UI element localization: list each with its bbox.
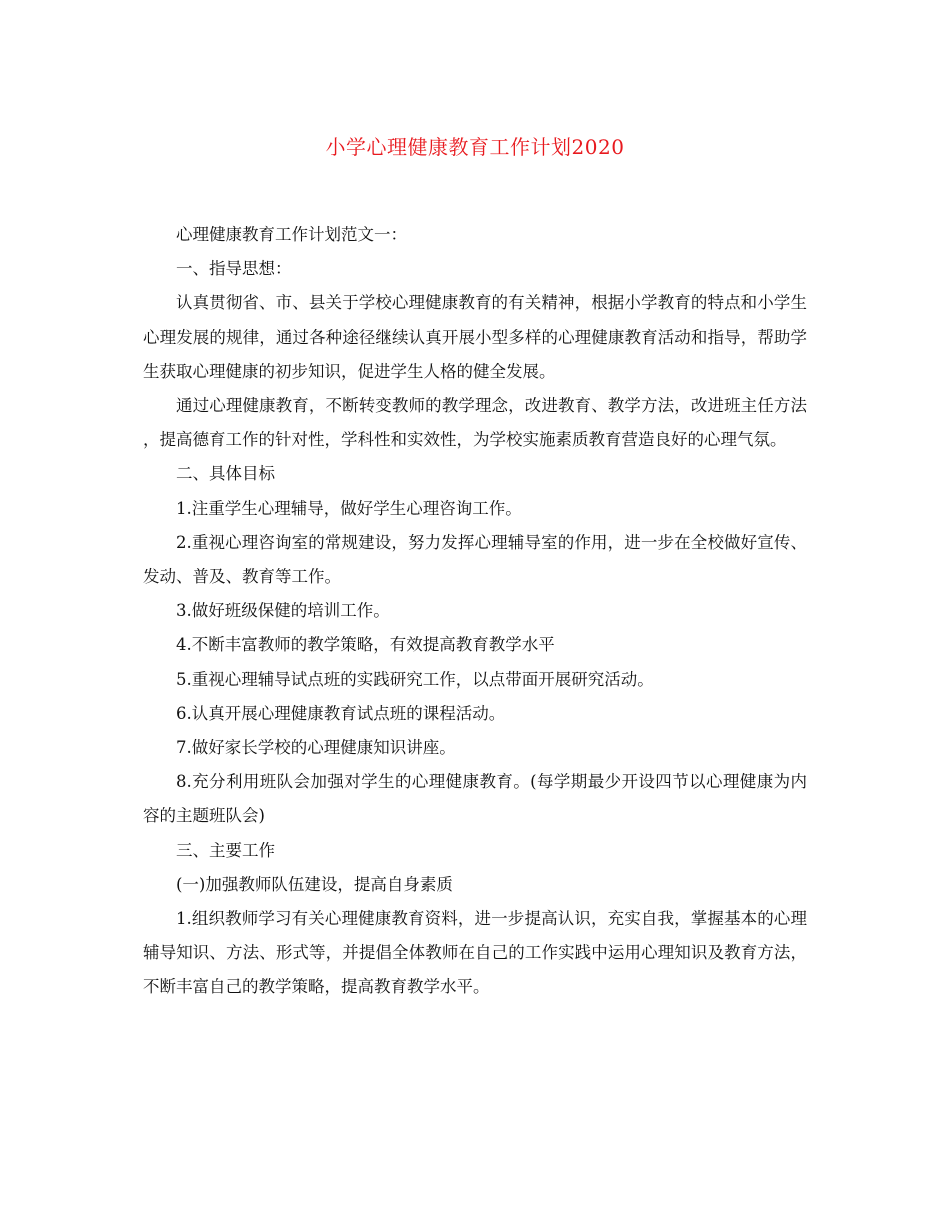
list-item: 3.做好班级保健的培训工作。 [176, 601, 390, 621]
list-item: 8.充分利用班队会加强对学生的心理健康教育。(每学期最少开设四节以心理健康为内容的主题班队会) [143, 772, 807, 826]
list-item: 4.不断丰富教师的教学策略，有效提高教育教学水平 [176, 635, 555, 655]
heading-guiding-ideology: 一、指导思想： [176, 259, 292, 279]
list-item: 2.重视心理咨询室的常规建设，努力发挥心理辅导室的作用，进一步在全校做好宣传、发动、普及、教育等工作。 [143, 532, 807, 587]
heading-specific-goals: 二、具体目标 [176, 464, 275, 484]
heading-main-work: 三、主要工作 [176, 840, 275, 860]
list-item: 1.注重学生心理辅导，做好学生心理咨询工作。 [176, 498, 522, 518]
list-item: 6.认真开展心理健康教育试点班的课程活动。 [176, 703, 506, 723]
list-item: 7.做好家长学校的心理健康知识讲座。 [176, 738, 456, 758]
paragraph: 通过心理健康教育，不断转变教师的教学理念，改进教育、教学方法，改进班主任方法，提高德育工作的针对性，学科性和实效性，为学校实施素质教育营造良好的心理气氛。 [143, 396, 807, 450]
document-body [143, 218, 807, 1005]
paragraph: 认真贯彻省、市、县关于学校心理健康教育的有关精神，根据小学教育的特点和小学生心理发展的规律，通过各种途径继续认真开展小型多样的心理健康教育活动和指导，帮助学生获取心理健康的初步知识，促进学生人格的健全发展。 [143, 293, 807, 381]
list-item: 5.重视心理辅导试点班的实践研究工作，以点带面开展研究活动。 [176, 669, 654, 689]
list-item: 1.组织教师学习有关心理健康教育资料，进一步提高认识，充实自我，掌握基本的心理辅导知识、方法、形式等，并提倡全体教师在自己的工作实践中运用心理知识及教育方法，不断丰富自己的教学策略，提高教育教学水平。 [143, 909, 807, 997]
paragraph-intro: 心理健康教育工作计划范文一： [176, 225, 407, 244]
subheading-teacher-team: (一)加强教师队伍建设，提高自身素质 [176, 874, 453, 894]
document-title: 小学心理健康教育工作计划2020 [325, 135, 625, 159]
